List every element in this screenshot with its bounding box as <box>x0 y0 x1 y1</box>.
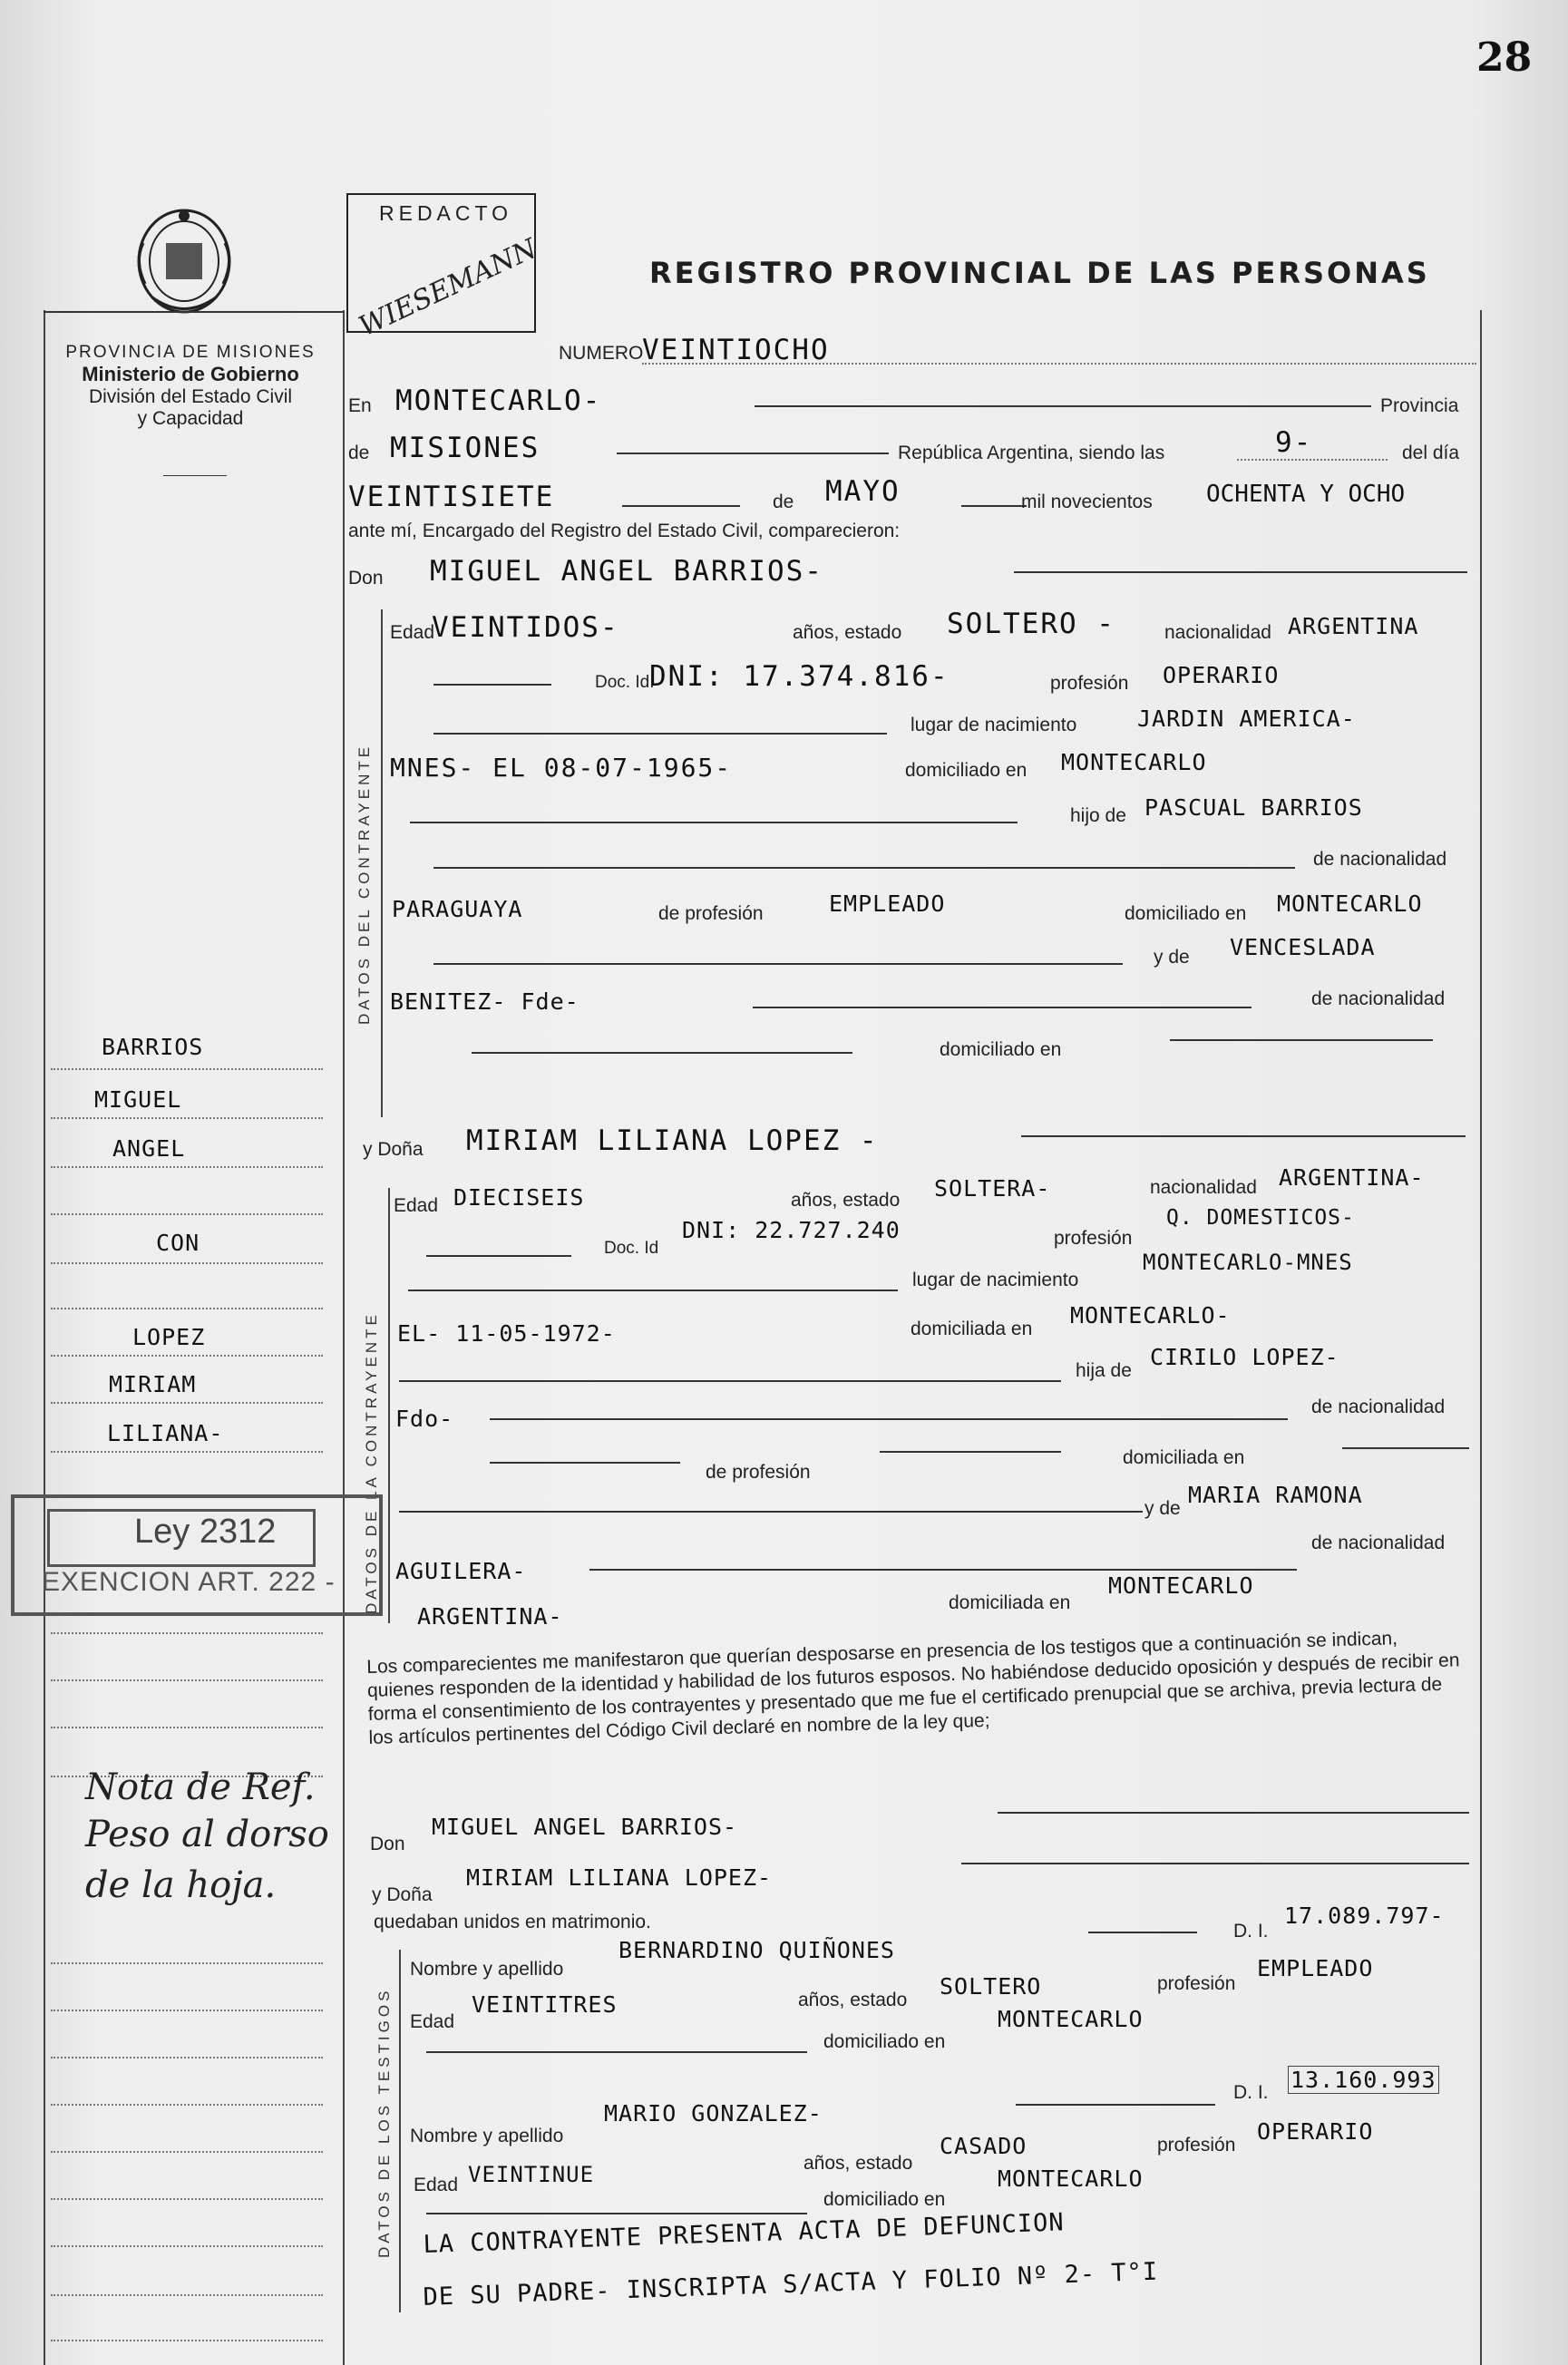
rule-lugar-prefix <box>433 733 887 735</box>
vertical-label-contrayente-f: DATOS DE LA CONTRAYENTE <box>363 1311 380 1614</box>
rule-doc-prefix <box>433 684 551 686</box>
sidebar-line1: PROVINCIA DE MISIONES <box>65 343 316 362</box>
label-domiciliado-en: domiciliado en <box>905 760 1027 781</box>
rule-padre2-nac <box>490 1418 1288 1420</box>
value-t2-domicilio: MONTECARLO <box>998 2165 1144 2192</box>
value-novia-doc: DNI: 22.727.240 <box>682 1217 901 1243</box>
main-column-line <box>343 310 345 2365</box>
label-nombre-apellido-2: Nombre y apellido <box>410 2126 564 2146</box>
value-novio-nombre: MIGUEL ANGEL BARRIOS- <box>430 555 823 588</box>
groom-block-line <box>381 609 383 1117</box>
margin-line-21 <box>51 2294 323 2296</box>
value-ciudad: MONTECARLO- <box>395 384 602 417</box>
sidebar-heading <box>54 343 326 430</box>
label-anos-estado-2: años, estado <box>791 1190 901 1211</box>
value-numero: VEINTIOCHO <box>642 334 830 366</box>
rule-hijo-prefix <box>410 822 1018 823</box>
stamp-line1: Ley 2312 <box>134 1513 277 1551</box>
label-y-dona-2: y Doña <box>372 1884 433 1905</box>
label-hijo-de: hijo de <box>1070 805 1126 826</box>
label-hija-de: hija de <box>1076 1360 1132 1381</box>
value-novio-madre-linea2: BENITEZ- Fde- <box>390 988 579 1015</box>
rule-novio-nombre <box>1014 571 1467 573</box>
vertical-label-testigos: DATOS DE LOS TESTIGOS <box>375 1987 393 2258</box>
value-novia-nombre: MIRIAM LILIANA LOPEZ - <box>466 1124 879 1157</box>
margin-line-20 <box>51 2245 323 2247</box>
provincial-crest-icon <box>125 198 243 325</box>
value-novia-madre-nacionalidad: ARGENTINA- <box>417 1603 563 1630</box>
value-novio-edad: VEINTIDOS- <box>432 611 619 644</box>
label-edad: Edad <box>390 622 435 643</box>
label-de-profesion: de profesión <box>658 903 764 924</box>
label-doc-id: Doc. Id. <box>595 673 655 692</box>
rule-hija-prefix <box>399 1380 1061 1382</box>
rule-mes <box>961 505 1027 507</box>
label-edad-2: Edad <box>394 1195 439 1216</box>
rule-padre2-prof2 <box>880 1451 1061 1453</box>
label-domiciliada-en3: domiciliada en <box>949 1592 1071 1613</box>
label-anos-estado: años, estado <box>793 622 902 643</box>
value-novia-profesion: Q. DOMESTICOS- <box>1166 1206 1355 1230</box>
sidebar-line3: División del Estado Civil <box>88 386 293 407</box>
value-novio-madre: VENCESLADA <box>1230 934 1376 960</box>
value-t1-di: 17.089.797- <box>1284 1903 1445 1929</box>
redacto-label: REDACTO <box>379 201 513 225</box>
redacto-signature: WIESEMANN <box>354 232 542 344</box>
label-de-mes: de <box>773 491 794 512</box>
label-domiciliado-en3: domiciliado en <box>940 1039 1062 1060</box>
label-domiciliado-en-t2: domiciliado en <box>823 2189 946 2210</box>
value-novia-domicilio: MONTECARLO- <box>1070 1302 1231 1328</box>
margin-line-10 <box>51 1632 323 1634</box>
value-t2-di: 13.160.993 <box>1288 2066 1439 2094</box>
rule-madre2-prefix <box>399 1511 1143 1513</box>
value-hora: 9- <box>1275 426 1313 459</box>
top-rule-left <box>44 311 343 313</box>
margin-line-16 <box>51 2057 323 2058</box>
label-nacionalidad: nacionalidad <box>1164 622 1271 643</box>
label-domiciliada-en2: domiciliada en <box>1123 1447 1245 1468</box>
exemption-stamp <box>11 1494 383 1616</box>
margin-line-2 <box>51 1117 323 1119</box>
handwritten-note-1: Nota de Ref. <box>85 1766 316 1808</box>
label-nacionalidad-2: nacionalidad <box>1150 1177 1257 1198</box>
margin-line-15 <box>51 2010 323 2011</box>
margin-line-19 <box>51 2198 323 2200</box>
rule-novia-nombre <box>1021 1135 1466 1137</box>
margin-line-22 <box>51 2340 323 2341</box>
label-di: D. I. <box>1233 1921 1269 1942</box>
label-de-profesion-2: de profesión <box>706 1462 811 1483</box>
rule-padre2-prof <box>490 1462 680 1464</box>
margin-m2: MIGUEL <box>94 1086 182 1113</box>
page-title: REGISTRO PROVINCIAL DE LAS PERSONAS <box>649 256 1430 290</box>
label-republica: República Argentina, siendo las <box>898 443 1165 463</box>
label-edad-4: Edad <box>414 2175 459 2195</box>
rule-decl-don <box>998 1812 1469 1814</box>
label-lugar-nac: lugar de nacimiento <box>911 715 1077 735</box>
value-t1-estado: SOLTERO <box>940 1973 1042 2000</box>
value-novia-padre-linea2: Fdo- <box>395 1406 454 1432</box>
label-y-de: y de <box>1154 947 1190 968</box>
testigos-block-line <box>399 1950 401 2312</box>
label-de-nacionalidad-2: de nacionalidad <box>1311 988 1446 1009</box>
value-anio: OCHENTA Y OCHO <box>1206 481 1406 508</box>
value-novia-edad: DIECISEIS <box>453 1184 585 1211</box>
rule-t2-nombre <box>1016 2104 1215 2106</box>
right-border-line <box>1480 310 1482 2365</box>
label-doc-id-2: Doc. Id <box>604 1239 659 1258</box>
rule-madre-dom <box>1170 1039 1433 1041</box>
label-en: En <box>348 395 372 416</box>
value-novia-madre: MARIA RAMONA <box>1188 1482 1363 1508</box>
value-novio-padre-domicilio: MONTECARLO <box>1277 891 1423 917</box>
margin-m1: BARRIOS <box>102 1034 204 1060</box>
value-novia-nacionalidad: ARGENTINA- <box>1279 1164 1425 1191</box>
label-don-2: Don <box>370 1834 405 1854</box>
value-t2-edad: VEINTINUE <box>468 2162 595 2187</box>
rule-madre-nac <box>753 1007 1251 1008</box>
margin-line-5 <box>51 1262 323 1264</box>
rule-t1-dom-prefix <box>426 2051 807 2053</box>
handwritten-note-2: Peso al dorso <box>85 1814 329 1855</box>
label-de-nacionalidad: de nacionalidad <box>1313 849 1447 870</box>
rule-t1-nombre <box>1088 1932 1197 1933</box>
label-domiciliado-en-t: domiciliado en <box>823 2031 946 2052</box>
rule-ciudad <box>755 405 1371 407</box>
label-provincia: Provincia <box>1380 395 1459 416</box>
label-y-de-2: y de <box>1144 1498 1181 1519</box>
label-profesion-2: profesión <box>1054 1228 1133 1249</box>
label-lugar-nac-2: lugar de nacimiento <box>912 1270 1079 1290</box>
margin-line-6 <box>51 1308 323 1309</box>
label-de-nacionalidad-3: de nacionalidad <box>1311 1397 1446 1417</box>
legal-paragraph: Los comparecientes me manifestaron que querían desposarse en presencia de los testigos que a continuación se indican, quienes responden de la identidad y habilidad de los futuros esposos. No habiéndose deducido oposición y después de recibir en forma el consentimiento de los contrayentes y presentado que me fue el certificado prenupcial que se archiva, previa lectura de los artículos pertinentes del Código Civil declaré en nombre de la ley que; <box>366 1628 1460 1748</box>
margin-line-11 <box>51 1679 323 1681</box>
value-novio-padre-nacionalidad: PARAGUAYA <box>392 896 523 922</box>
stamp-line2: EXENCION ART. 222 - <box>42 1567 336 1597</box>
label-profesion: profesión <box>1050 673 1129 694</box>
sidebar-line4: y Capacidad <box>137 408 244 429</box>
margin-line-8 <box>51 1402 323 1404</box>
margin-line-3 <box>51 1166 323 1168</box>
label-profesion-4: profesión <box>1157 2135 1236 2156</box>
margin-m7: LILIANA- <box>107 1420 224 1446</box>
margin-line-12 <box>51 1727 323 1728</box>
margin-line-9 <box>51 1451 323 1453</box>
label-profesion-3: profesión <box>1157 1973 1236 1994</box>
rule-decl-dona <box>961 1863 1469 1864</box>
margin-m3: ANGEL <box>112 1135 186 1162</box>
label-domiciliado-en2: domiciliado en <box>1125 903 1247 924</box>
value-t1-profesion: EMPLEADO <box>1257 1955 1374 1981</box>
value-t2-nombre: MARIO GONZALEZ- <box>604 2100 823 2127</box>
rule-provincia <box>617 453 889 454</box>
text-quedaban: quedaban unidos en matrimonio. <box>374 1912 651 1932</box>
label-de: de <box>348 443 370 463</box>
rule-padre2-dom <box>1342 1447 1469 1449</box>
value-novia-madre-linea2: AGUILERA- <box>395 1558 527 1584</box>
page-number: 28 <box>1476 34 1533 81</box>
rule-lugar2-prefix <box>408 1290 898 1291</box>
label-domiciliada-en: domiciliada en <box>911 1319 1033 1339</box>
label-di-2: D. I. <box>1233 2082 1269 2103</box>
rule-doc2-prefix <box>426 1255 571 1257</box>
value-dia: VEINTISIETE <box>348 481 555 513</box>
rule-padre-nac <box>433 867 1295 869</box>
value-t1-nombre: BERNARDINO QUIÑONES <box>618 1937 895 1963</box>
value-t1-domicilio: MONTECARLO <box>998 2006 1144 2032</box>
value-novia-estado: SOLTERA- <box>934 1175 1051 1202</box>
value-nota2: DE SU PADRE- INSCRIPTA S/ACTA Y FOLIO Nº 2- T°I <box>423 2257 1159 2311</box>
rule-madre-prefix <box>433 963 1123 965</box>
value-novia-lugar-nac: MONTECARLO-MNES <box>1143 1250 1353 1275</box>
left-margin-line <box>44 310 45 2365</box>
value-decl-don: MIGUEL ANGEL BARRIOS- <box>432 1814 738 1840</box>
margin-m4: CON <box>156 1230 200 1256</box>
value-t2-profesion: OPERARIO <box>1257 2118 1374 2145</box>
label-anos-estado-4: años, estado <box>803 2153 913 2174</box>
label-de-nacionalidad-4: de nacionalidad <box>1311 1533 1446 1553</box>
label-mil: mil novecientos <box>1021 491 1153 512</box>
value-novio-nac-linea2: MNES- EL 08-07-1965- <box>390 753 733 783</box>
value-novio-nacionalidad: ARGENTINA <box>1288 613 1419 639</box>
value-novio-padre-profesion: EMPLEADO <box>829 891 946 917</box>
label-y-dona: y Doña <box>363 1139 424 1160</box>
bride-block-line <box>388 1188 390 1623</box>
value-t2-estado: CASADO <box>940 2133 1027 2159</box>
label-edad-3: Edad <box>410 2011 455 2032</box>
margin-line-14 <box>51 1962 323 1964</box>
value-mes: MAYO <box>825 475 901 508</box>
value-novio-lugar-nac: JARDIN AMERICA- <box>1137 706 1356 732</box>
line-numero <box>642 363 1476 365</box>
value-nota1: LA CONTRAYENTE PRESENTA ACTA DE DEFUNCION <box>423 2208 1066 2259</box>
label-nombre-apellido: Nombre y apellido <box>410 1959 564 1980</box>
sidebar-line2: Ministerio de Gobierno <box>82 363 299 385</box>
margin-line-4 <box>51 1213 323 1215</box>
margin-line-17 <box>51 2104 323 2106</box>
label-del-dia: del día <box>1402 443 1460 463</box>
label-don: Don <box>348 568 384 589</box>
value-novia-nac-linea2: EL- 11-05-1972- <box>397 1320 616 1347</box>
value-novia-madre-domicilio: MONTECARLO <box>1108 1572 1254 1599</box>
value-novio-domicilio: MONTECARLO <box>1061 749 1207 775</box>
value-novio-doc: DNI: 17.374.816- <box>649 660 950 693</box>
value-novio-padre: PASCUAL BARRIOS <box>1144 794 1363 821</box>
value-provincia: MISIONES <box>390 432 541 464</box>
value-novia-padre: CIRILO LOPEZ- <box>1150 1344 1339 1370</box>
value-decl-dona: MIRIAM LILIANA LOPEZ- <box>466 1864 773 1891</box>
margin-m5: LOPEZ <box>132 1324 206 1350</box>
rule-t2-dom-prefix <box>426 2213 807 2214</box>
handwritten-note-3: de la hoja. <box>85 1864 277 1906</box>
margin-line-18 <box>51 2151 323 2153</box>
vertical-label-contrayente: DATOS DEL CONTRAYENTE <box>355 743 373 1025</box>
rule-madre2-nac <box>589 1569 1297 1571</box>
margin-m6: MIRIAM <box>109 1371 197 1397</box>
margin-line-7 <box>51 1355 323 1357</box>
margin-line-1 <box>51 1068 323 1070</box>
text-ante: ante mí, Encargado del Registro del Estado Civil, comparecieron: <box>348 521 901 541</box>
line-hora <box>1237 459 1388 461</box>
sidebar-divider <box>163 475 227 476</box>
label-anos-estado-3: años, estado <box>798 1990 908 2010</box>
rule-madre-dom-prefix <box>472 1052 852 1054</box>
label-numero: NUMERO <box>559 343 644 364</box>
rule-dia <box>622 505 740 507</box>
value-novio-profesion: OPERARIO <box>1163 662 1280 688</box>
value-t1-edad: VEINTITRES <box>472 1991 618 2018</box>
value-novio-estado: SOLTERO - <box>947 608 1115 640</box>
